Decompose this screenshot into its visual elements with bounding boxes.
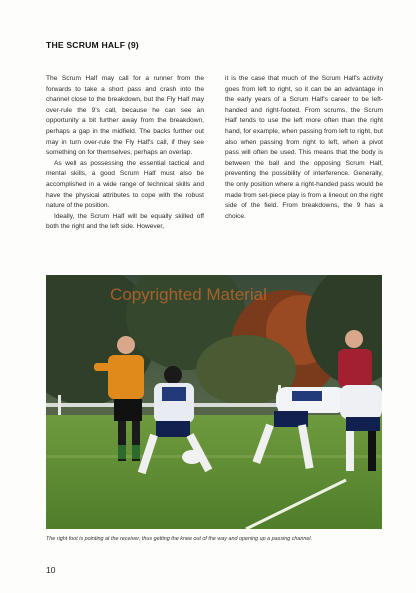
photo-caption: The right foot is pointing at the receiver, thus getting the knee out of the way and opening up a passing channel. [46, 536, 313, 542]
paragraph: As well as possessing the essential tactical and mental skills, a good Scrum Half must also be accomplished in a wide range of technical skills and have the physical attributes to cope with the robust nature of the position. [46, 159, 204, 210]
section-title: THE SCRUM HALF (9) [46, 40, 139, 50]
paragraph: it is the case that much of the Scrum Half's activity goes from left to right, so it can be an advantage in the early years of a Scrum Half's career to be left-handed and right-footed. From scrums, the Scrum Half tends to use the left more often than the right hand, for example, when passing from left to right, but also when passing from right to left, when a pivot pass will often be used. This means that the body is between the ball and the opposing Scrum Half, preventing the possibility of interference. Generally, the only position where a right-handed pass would be made from set-piece play is from a lineout on the right side of the field. From breakdowns, the 9 has a choice. [225, 75, 383, 220]
body-column-right [225, 74, 383, 222]
page-number: 10 [46, 565, 56, 575]
paragraph: The Scrum Half may call for a runner from the forwards to take a short pass and crash into the channel close to the breakdown, but the Fly Half may over-rule the 9's call, because he can see an opportunity a bit further away from the breakdown, perhaps a gap in the midfield. The backs further out may in turn over-rule the Fly Half's call, if they see something on for themselves, perhaps an overlap. [46, 75, 204, 157]
rugby-photo [46, 275, 382, 529]
rugby-scene-illustration [46, 275, 382, 529]
body-column-left [46, 74, 204, 233]
paragraph: Ideally, the Scrum Half will be equally skilled off both the right and the left side. However, [46, 212, 204, 231]
copyright-watermark: Copyrighted Material [110, 285, 267, 304]
